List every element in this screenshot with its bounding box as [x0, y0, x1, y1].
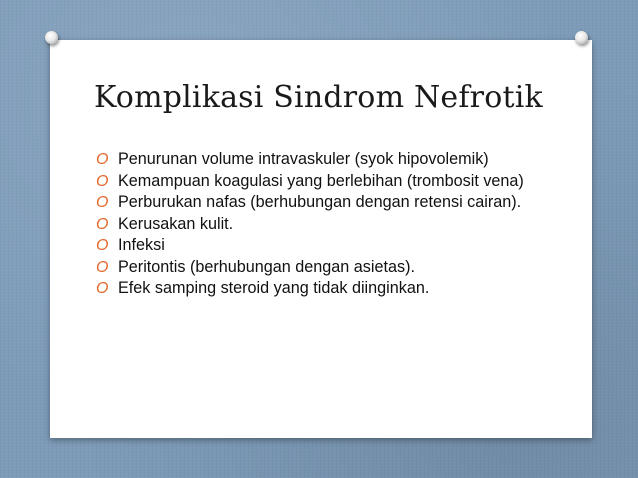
- bullet-item: [96, 258, 536, 278]
- bullet-item: [96, 150, 536, 170]
- pushpin-icon: [45, 31, 58, 44]
- bullet-text: Infeksi: [118, 236, 165, 254]
- bullet-text: Kerusakan kulit.: [118, 214, 234, 233]
- bullet-marker-icon: O: [96, 258, 109, 276]
- bullet-marker-icon: O: [96, 237, 109, 254]
- bullet-text: Peritontis (berhubungan dengan asietas).: [118, 257, 415, 276]
- pushpin-icon: [575, 31, 588, 44]
- bullet-marker-icon: O: [96, 151, 109, 168]
- bullet-text: Efek samping steroid yang tidak diinginkan.: [118, 279, 430, 297]
- bullet-item: [96, 236, 536, 256]
- bullet-list: [96, 150, 536, 301]
- bullet-text: Penurunan volume intravaskuler (syok hipovolemik): [118, 150, 489, 168]
- slide-title: Komplikasi Sindrom Nefrotik: [94, 80, 543, 115]
- bullet-marker-icon: O: [96, 194, 109, 211]
- bullet-marker-icon: O: [96, 172, 109, 190]
- bullet-item: [96, 193, 536, 213]
- bullet-item: [96, 172, 536, 192]
- bullet-text: Perburukan nafas (berhubungan dengan retensi cairan).: [118, 193, 522, 211]
- bullet-item: [96, 279, 536, 299]
- bullet-marker-icon: O: [96, 215, 109, 233]
- bullet-item: [96, 215, 536, 235]
- bullet-text: Kemampuan koagulasi yang berlebihan (trombosit vena): [118, 171, 524, 190]
- bullet-marker-icon: O: [96, 280, 109, 297]
